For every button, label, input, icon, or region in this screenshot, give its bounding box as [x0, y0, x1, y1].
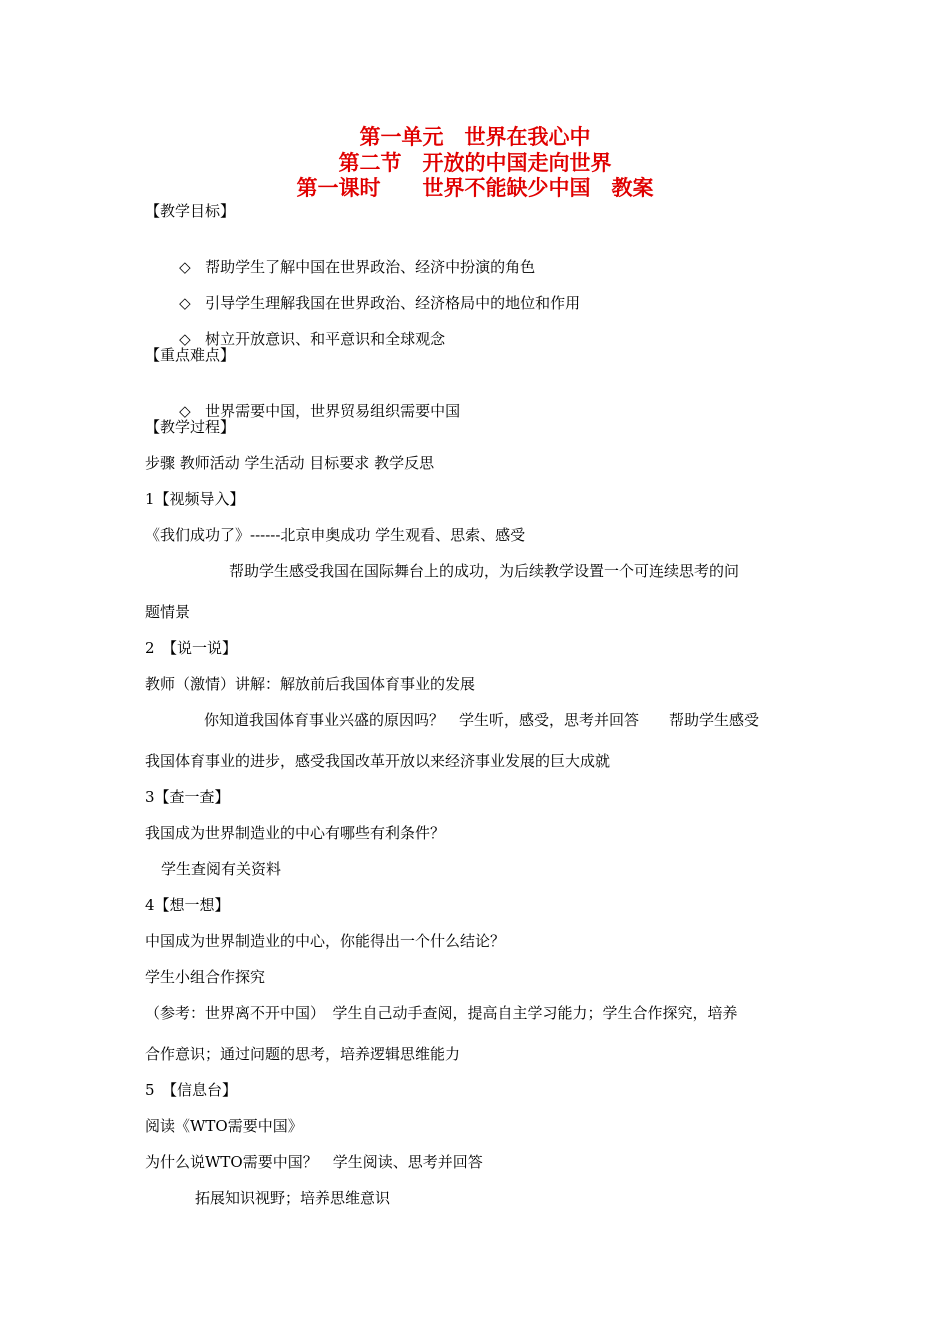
step3-text: 学生查阅有关资料: [161, 860, 282, 878]
step2-text: 我国体育事业的进步，感受我国改革开放以来经济事业发展的巨大成就: [145, 752, 611, 770]
step1-text: 题情景: [145, 603, 191, 621]
step5-text: 拓展知识视野；培养思维意识: [195, 1189, 391, 1207]
diamond-bullet-icon: ◇: [179, 402, 191, 420]
step3-text: 我国成为世界制造业的中心有哪些有利条件？: [145, 824, 446, 842]
key-points-heading: 【重点难点】: [145, 346, 236, 364]
objective-text: 树立开放意识、和平意识和全球观念: [205, 330, 446, 348]
step1-text: 《我们成功了》------北京申奥成功 学生观看、思索、感受: [145, 526, 526, 544]
step5-heading: 5 【信息台】: [145, 1081, 238, 1099]
step4-heading: 4【想一想】: [145, 896, 230, 914]
step3-heading: 3【查一查】: [145, 788, 230, 806]
objective-text: 引导学生理解我国在世界政治、经济格局中的地位和作用: [205, 294, 581, 312]
diamond-bullet-icon: ◇: [179, 330, 191, 348]
step4-text: 学生小组合作探究: [145, 968, 266, 986]
process-heading: 【教学过程】: [145, 418, 236, 436]
step2-heading: 2 【说一说】: [145, 639, 238, 657]
step1-heading: 1【视频导入】: [145, 490, 245, 508]
step2-text: 你知道我国体育事业兴盛的原因吗？ 学生听，感受，思考并回答 帮助学生感受: [204, 711, 760, 729]
lesson-title: 第一课时 世界不能缺少中国 教案: [296, 176, 654, 200]
diamond-bullet-icon: ◇: [179, 294, 191, 312]
step1-text: 帮助学生感受我国在国际舞台上的成功，为后续教学设置一个可连续思考的问: [229, 562, 740, 580]
step5-text: 阅读《WTO需要中国》: [145, 1117, 303, 1135]
step4-text: 合作意识；通过问题的思考，培养逻辑思维能力: [145, 1045, 461, 1063]
process-columns: 步骤 教师活动 学生活动 目标要求 教学反思: [145, 454, 435, 472]
step2-text: 教师（激情）讲解：解放前后我国体育事业的发展: [145, 675, 476, 693]
objectives-heading: 【教学目标】: [145, 202, 236, 220]
step4-text: （参考：世界离不开中国） 学生自己动手查阅，提高自主学习能力；学生合作探究，培养: [145, 1004, 738, 1022]
step5-text: 为什么说WTO需要中国？ 学生阅读、思考并回答: [145, 1153, 483, 1171]
objective-text: 帮助学生了解中国在世界政治、经济中扮演的角色: [205, 258, 536, 276]
unit-title: 第一单元 世界在我心中: [359, 125, 591, 149]
section-title: 第二节 开放的中国走向世界: [338, 151, 612, 175]
key-point-text: 世界需要中国，世界贸易组织需要中国: [205, 402, 461, 420]
diamond-bullet-icon: ◇: [179, 258, 191, 276]
step4-text: 中国成为世界制造业的中心，你能得出一个什么结论？: [145, 932, 506, 950]
